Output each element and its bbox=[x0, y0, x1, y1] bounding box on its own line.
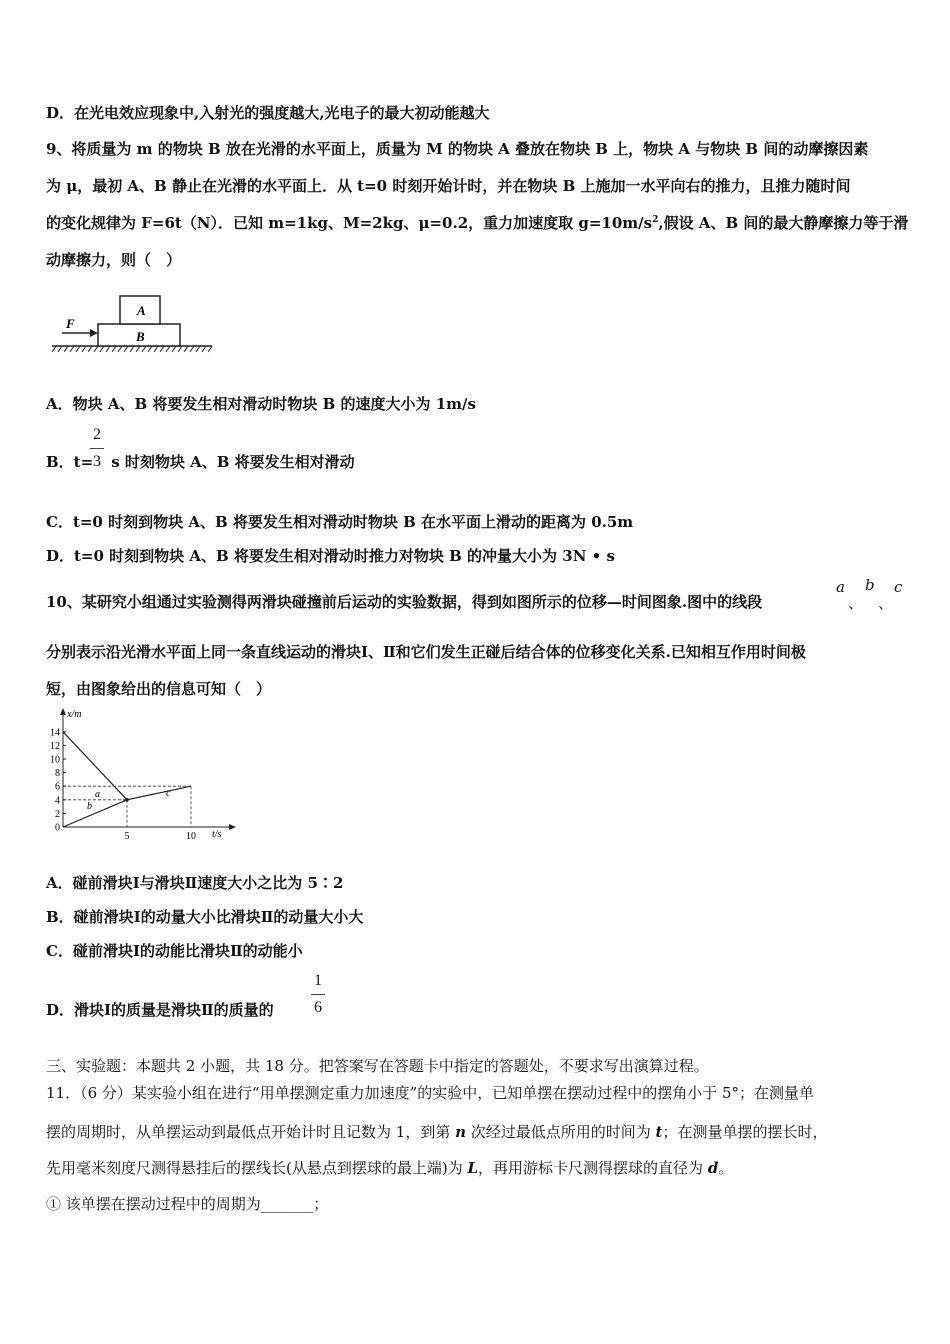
q11-line-2-mid: 次经过最低点所用的时间为 bbox=[466, 1123, 656, 1141]
q11-var-d: d bbox=[707, 1159, 719, 1177]
fraction-bar bbox=[311, 994, 325, 995]
q11-sub-question-1: ① 该单摆在摆动过程中的周期为_______； bbox=[46, 1195, 329, 1213]
q11-var-n: n bbox=[455, 1123, 466, 1141]
y-axis-label: x/m bbox=[67, 709, 82, 720]
fraction-numerator: 2 bbox=[93, 426, 101, 443]
q10-stem-line-1 bbox=[46, 591, 762, 612]
x-axis-label: t/s bbox=[212, 829, 222, 840]
q9-option-c: C．t=0 时刻到物块 A、B 将要发生相对滑动时物块 B 在水平面上滑动的距离为 0.5m bbox=[46, 513, 634, 531]
q10-option-d-fraction bbox=[311, 972, 325, 1017]
q10-option-c: C．碰前滑块Ⅰ的动能比滑块Ⅱ的动能小 bbox=[46, 942, 303, 960]
q11-line-3-mid: ，再用游标卡尺测得摆球的直径为 bbox=[478, 1159, 708, 1177]
y-tick-label-14: 14 bbox=[50, 727, 60, 739]
q9-stem-line-1: 9、将质量为 m 的物块 B 放在光滑的水平面上，质量为 M 的物块 A 叠放在物块 B 上，物块 A 与物块 B 间的动摩擦因素 bbox=[46, 140, 869, 158]
block-b-label: B bbox=[136, 329, 145, 344]
q9-option-b-post: s 时刻物块 A、B 将要发生相对滑动 bbox=[111, 453, 355, 471]
block-a-label: A bbox=[137, 303, 146, 318]
series-b-line bbox=[63, 800, 127, 827]
q9-stem-line-3 bbox=[46, 212, 908, 233]
q9-stem-line-4: 动摩擦力，则（ ） bbox=[46, 251, 182, 269]
segment-b-label: b bbox=[865, 576, 875, 594]
fraction-denominator: 6 bbox=[314, 999, 322, 1016]
series-a-label: a bbox=[95, 788, 100, 800]
y-tick-label-8: 8 bbox=[55, 768, 60, 780]
series-c-line bbox=[127, 786, 191, 800]
x-axis-arrow bbox=[229, 824, 236, 830]
q10-stem-line-2: 分别表示沿光滑水平面上同一条直线运动的滑块Ⅰ、Ⅱ和它们发生正碰后结合体的位移变化关系.已知相互作用时间极 bbox=[46, 643, 806, 661]
q11-stem-line-3 bbox=[46, 1157, 733, 1178]
q11-line-2-pre: 摆的周期时，从单摆运动到最低点开始计时且记数为 1，到第 bbox=[46, 1123, 456, 1141]
fraction-numerator: 1 bbox=[314, 972, 322, 989]
series-b-label: b bbox=[87, 800, 92, 812]
collision-point bbox=[125, 798, 129, 802]
series-c-label: c bbox=[166, 788, 171, 800]
q11-var-t: t bbox=[655, 1123, 663, 1141]
section-3-heading: 三、实验题：本题共 2 小题，共 18 分。把答案写在答题卡中指定的答题处，不要求写出演算过程。 bbox=[46, 1057, 709, 1075]
q9-superscript: 2 bbox=[652, 215, 659, 225]
q9-option-b-fraction bbox=[90, 426, 104, 471]
q11-line-3-post: 。 bbox=[718, 1159, 734, 1177]
segment-a-label: a bbox=[836, 578, 845, 596]
q10-stem-line-3: 短，由图象给出的信息可知（ ） bbox=[46, 680, 272, 698]
y-axis-arrow bbox=[60, 708, 66, 715]
y-tick-label-4: 4 bbox=[55, 795, 60, 807]
ground-hatching bbox=[52, 346, 212, 352]
q9-option-a: A．物块 A、B 将要发生相对滑动时物块 B 的速度大小为 1m/s bbox=[46, 395, 476, 413]
q10-option-a: A．碰前滑块Ⅰ与滑块Ⅱ速度大小之比为 5∶2 bbox=[46, 874, 344, 892]
y-tick-label-2: 2 bbox=[55, 808, 60, 820]
q9-stem-line-2: 为 μ，最初 A、B 静止在光滑的水平面上．从 t=0 时刻开始计时，并在物块 B 上施加一水平向右的推力，且推力随时间 bbox=[46, 177, 851, 195]
tick-labels bbox=[50, 727, 196, 842]
y-tick-label-10: 10 bbox=[50, 754, 60, 766]
q11-stem-line-2 bbox=[46, 1121, 828, 1142]
q10-stem-line-1-text: 10、某研究小组通过实验测得两滑块碰撞前后运动的实验数据，得到如图所示的位移—时间图象.图中的线段 bbox=[46, 593, 763, 611]
q9-stem-line-3a: 的变化规律为 F=6t（N）．已知 m=1kg、M=2kg、μ=0.2，重力加速度取 g=10m/s bbox=[46, 214, 653, 232]
y-tick-label-12: 12 bbox=[50, 740, 60, 752]
x-tick-label-10: 10 bbox=[186, 831, 196, 842]
q9-blocks-figure bbox=[46, 288, 218, 358]
guide-lines bbox=[63, 786, 191, 827]
q11-line-2-post: ；在测量单摆的摆长时， bbox=[662, 1123, 828, 1141]
segment-c-label: c bbox=[894, 578, 903, 596]
q11-var-L: L bbox=[467, 1159, 479, 1177]
q10-option-b: B．碰前滑块Ⅰ的动量大小比滑块Ⅱ的动量大小大 bbox=[46, 908, 364, 926]
force-arrow-head bbox=[90, 329, 98, 337]
y-tick-label-0: 0 bbox=[55, 822, 60, 834]
q9-option-b-pre: B．t= bbox=[46, 453, 94, 471]
separator-2: 、 bbox=[878, 594, 894, 612]
q10-option-d bbox=[46, 999, 274, 1020]
q9-stem-line-3b: ,假设 A、B 间的最大静摩擦力等于滑 bbox=[658, 214, 909, 232]
q11-line-3-pre: 先用毫米刻度尺测得悬挂后的摆线长(从悬点到摆球的最上端)为 bbox=[46, 1159, 468, 1177]
q10-option-d-text: D．滑块Ⅰ的质量是滑块Ⅱ的质量的 bbox=[46, 1001, 274, 1019]
y-tick-label-6: 6 bbox=[55, 781, 60, 793]
q9-option-d: D．t=0 时刻到物块 A、B 将要发生相对滑动时推力对物块 B 的冲量大小为 3N • s bbox=[46, 547, 615, 565]
displacement-time-chart bbox=[40, 704, 240, 844]
x-tick-label-5: 5 bbox=[124, 831, 130, 842]
force-label: F bbox=[66, 316, 75, 331]
q8-option-d: D．在光电效应现象中,入射光的强度越大,光电子的最大初动能越大 bbox=[46, 104, 490, 122]
fraction-denominator: 3 bbox=[93, 453, 101, 470]
q11-stem-line-1: 11．（6 分）某实验小组在进行“用单摆测定重力加速度”的实验中，已知单摆在摆动过程中的摆角小于 5°；在测量单 bbox=[46, 1084, 815, 1102]
fraction-bar bbox=[90, 448, 104, 449]
separator-1: 、 bbox=[848, 594, 864, 612]
